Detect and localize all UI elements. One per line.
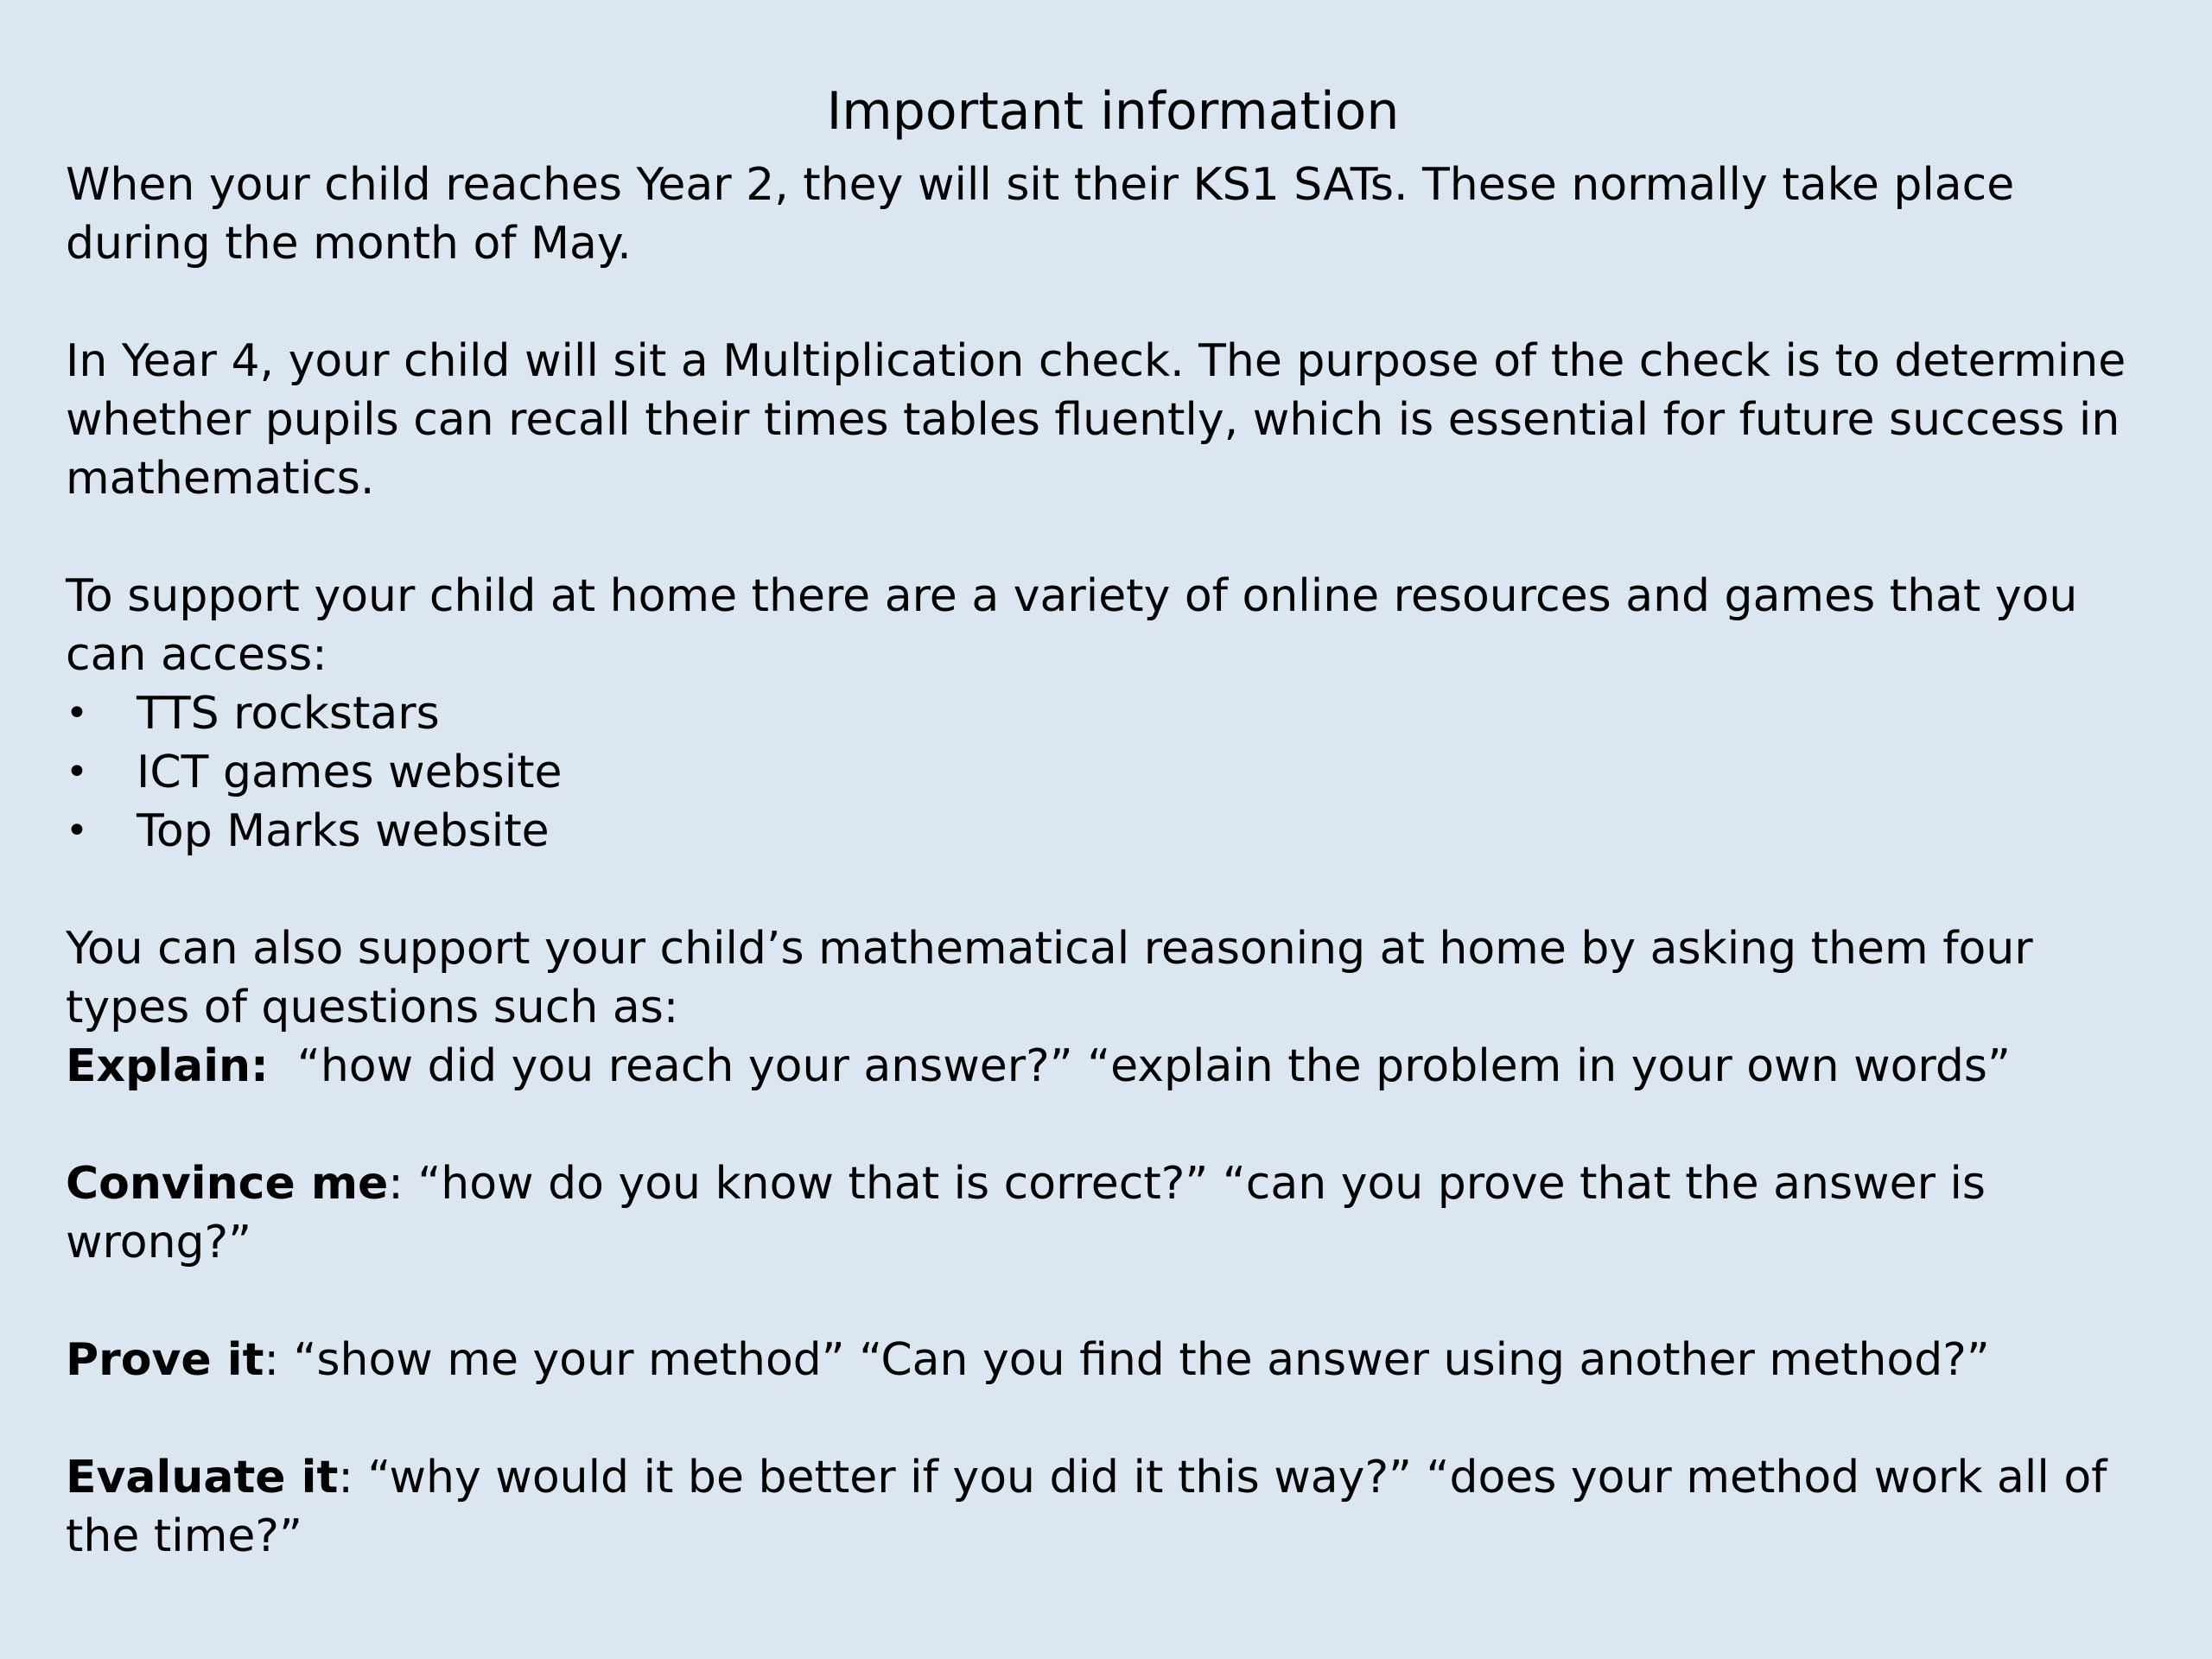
resources-list bbox=[66, 684, 2160, 861]
question-type-prove-it bbox=[66, 1331, 2160, 1389]
question-type-examples: : “show me your method” “Can you find the answer using another method?” bbox=[264, 1334, 1990, 1386]
list-item bbox=[66, 743, 2160, 802]
ks1-sats-paragraph: When your child reaches Year 2, they will sit their KS1 SATs. These normally take place during the month of May. bbox=[66, 159, 2015, 270]
question-type-examples: : “how do you know that is correct?” “can you prove that the answer is wrong?” bbox=[66, 1158, 1986, 1268]
resource-label: Top Marks website bbox=[137, 805, 550, 857]
question-type-evaluate-it bbox=[66, 1448, 2160, 1566]
question-type-label: Convince me bbox=[66, 1158, 389, 1210]
bullet-icon: • bbox=[66, 691, 88, 735]
reasoning-intro-paragraph: You can also support your child’s mathematical reasoning at home by asking them four types of questions such as: bbox=[66, 923, 2033, 1033]
question-type-explain bbox=[66, 1037, 2160, 1096]
list-item bbox=[66, 802, 2160, 861]
slide-body bbox=[66, 156, 2160, 1566]
page-title: Important information bbox=[826, 81, 1400, 142]
resource-label: ICT games website bbox=[137, 747, 563, 798]
question-type-examples: : “why would it be better if you did it this way?” “does your method work all of the time?” bbox=[66, 1452, 2107, 1562]
question-type-examples: “how did you reach your answer?” “explain the problem in your own words” bbox=[268, 1040, 2011, 1092]
list-item bbox=[66, 684, 2160, 743]
bullet-icon: • bbox=[66, 750, 88, 794]
question-type-label: Prove it bbox=[66, 1334, 264, 1386]
question-type-label: Evaluate it bbox=[66, 1452, 339, 1503]
support-intro-paragraph: To support your child at home there are a variety of online resources and games that you can access: bbox=[66, 570, 2078, 681]
question-type-label: Explain: bbox=[66, 1040, 269, 1092]
resource-label: TTS rockstars bbox=[137, 688, 440, 740]
bullet-icon: • bbox=[66, 809, 88, 853]
multiplication-check-paragraph: In Year 4, your child will sit a Multiplication check. The purpose of the check is to determine whether pupils can recall their times tables fluently, which is essential for future success in mathematics. bbox=[66, 335, 2126, 505]
question-type-convince-me bbox=[66, 1154, 2160, 1272]
